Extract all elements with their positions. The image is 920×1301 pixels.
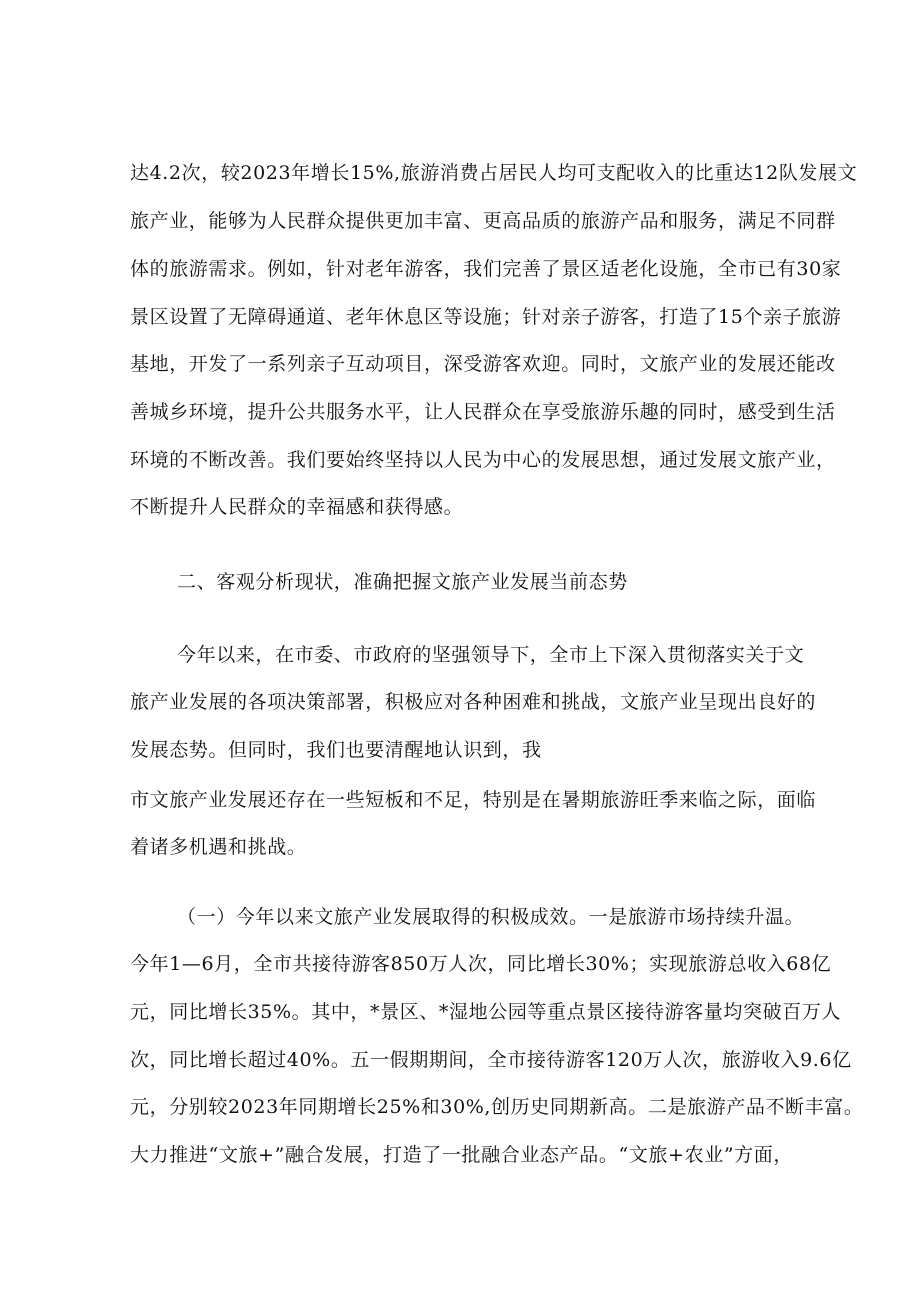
paragraph-1-line-2: 旅产业，能够为人民群众提供更加丰富、更高品质的旅游产品和服务，满足不同群 [130, 210, 836, 232]
paragraph-1-line-3: 体的旅游需求。例如，针对老年游客，我们完善了景区适老化设施，全市已有30家 [130, 258, 842, 280]
section-heading: 二、客观分析现状，准确把握文旅产业发展当前态势 [177, 571, 628, 593]
paragraph-4-line-5: 元，分别较2023年同期增长25%和30%,创历史同期新高。二是旅游产品不断丰富。 [130, 1096, 864, 1118]
paragraph-1-line-6: 善城乡环境，提升公共服务水平，让人民群众在享受旅游乐趣的同时，感受到生活 [130, 401, 836, 423]
paragraph-4-line-2: 今年1—6月，全市共接待游客850万人次，同比增长30%；实现旅游总收入68亿 [130, 953, 832, 975]
paragraph-4-line-1: （一）今年以来文旅产业发展取得的积极成效。一是旅游市场持续升温。 [177, 906, 805, 928]
paragraph-1-line-8: 不断提升人民群众的幸福感和获得感。 [130, 496, 464, 518]
paragraph-1-line-4: 景区设置了无障碍通道、老年休息区等设施；针对亲子游客，打造了15个亲子旅游 [130, 306, 842, 328]
paragraph-1-line-7: 环境的不断改善。我们要始终坚持以人民为中心的发展思想，通过发展文旅产业， [130, 449, 836, 471]
paragraph-3-line-1: 市文旅产业发展还存在一些短板和不足，特别是在暑期旅游旺季来临之际，面临 [130, 789, 817, 811]
paragraph-4-line-3: 元，同比增长35%。其中，*景区、*湿地公园等重点景区接待游客量均突破百万人 [130, 1001, 842, 1023]
paragraph-1-line-1: 达4.2次，较2023年增长15%,旅游消费占居民人均可支配收入的比重达12队发展文 [130, 162, 858, 184]
paragraph-1-line-5: 基地，开发了一系列亲子互动项目，深受游客欢迎。同时，文旅产业的发展还能改 [130, 353, 836, 375]
paragraph-2-line-2: 旅产业发展的各项决策部署，积极应对各种困难和挑战，文旅产业呈现出良好的 [130, 691, 817, 713]
paragraph-4-line-6: 大力推进“文旅+”融合发展，打造了一批融合业态产品。“文旅+农业”方面， [130, 1144, 793, 1166]
paragraph-3-line-2: 着诸多机遇和挑战。 [130, 836, 307, 858]
paragraph-4-line-4: 次，同比增长超过40%。五一假期期间，全市接待游客120万人次，旅游收入9.6亿 [130, 1049, 852, 1071]
paragraph-2-line-3: 发展态势。但同时，我们也要清醒地认识到，我 [130, 739, 542, 761]
paragraph-2-line-1: 今年以来，在市委、市政府的坚强领导下，全市上下深入贯彻落实关于文 [177, 644, 805, 666]
